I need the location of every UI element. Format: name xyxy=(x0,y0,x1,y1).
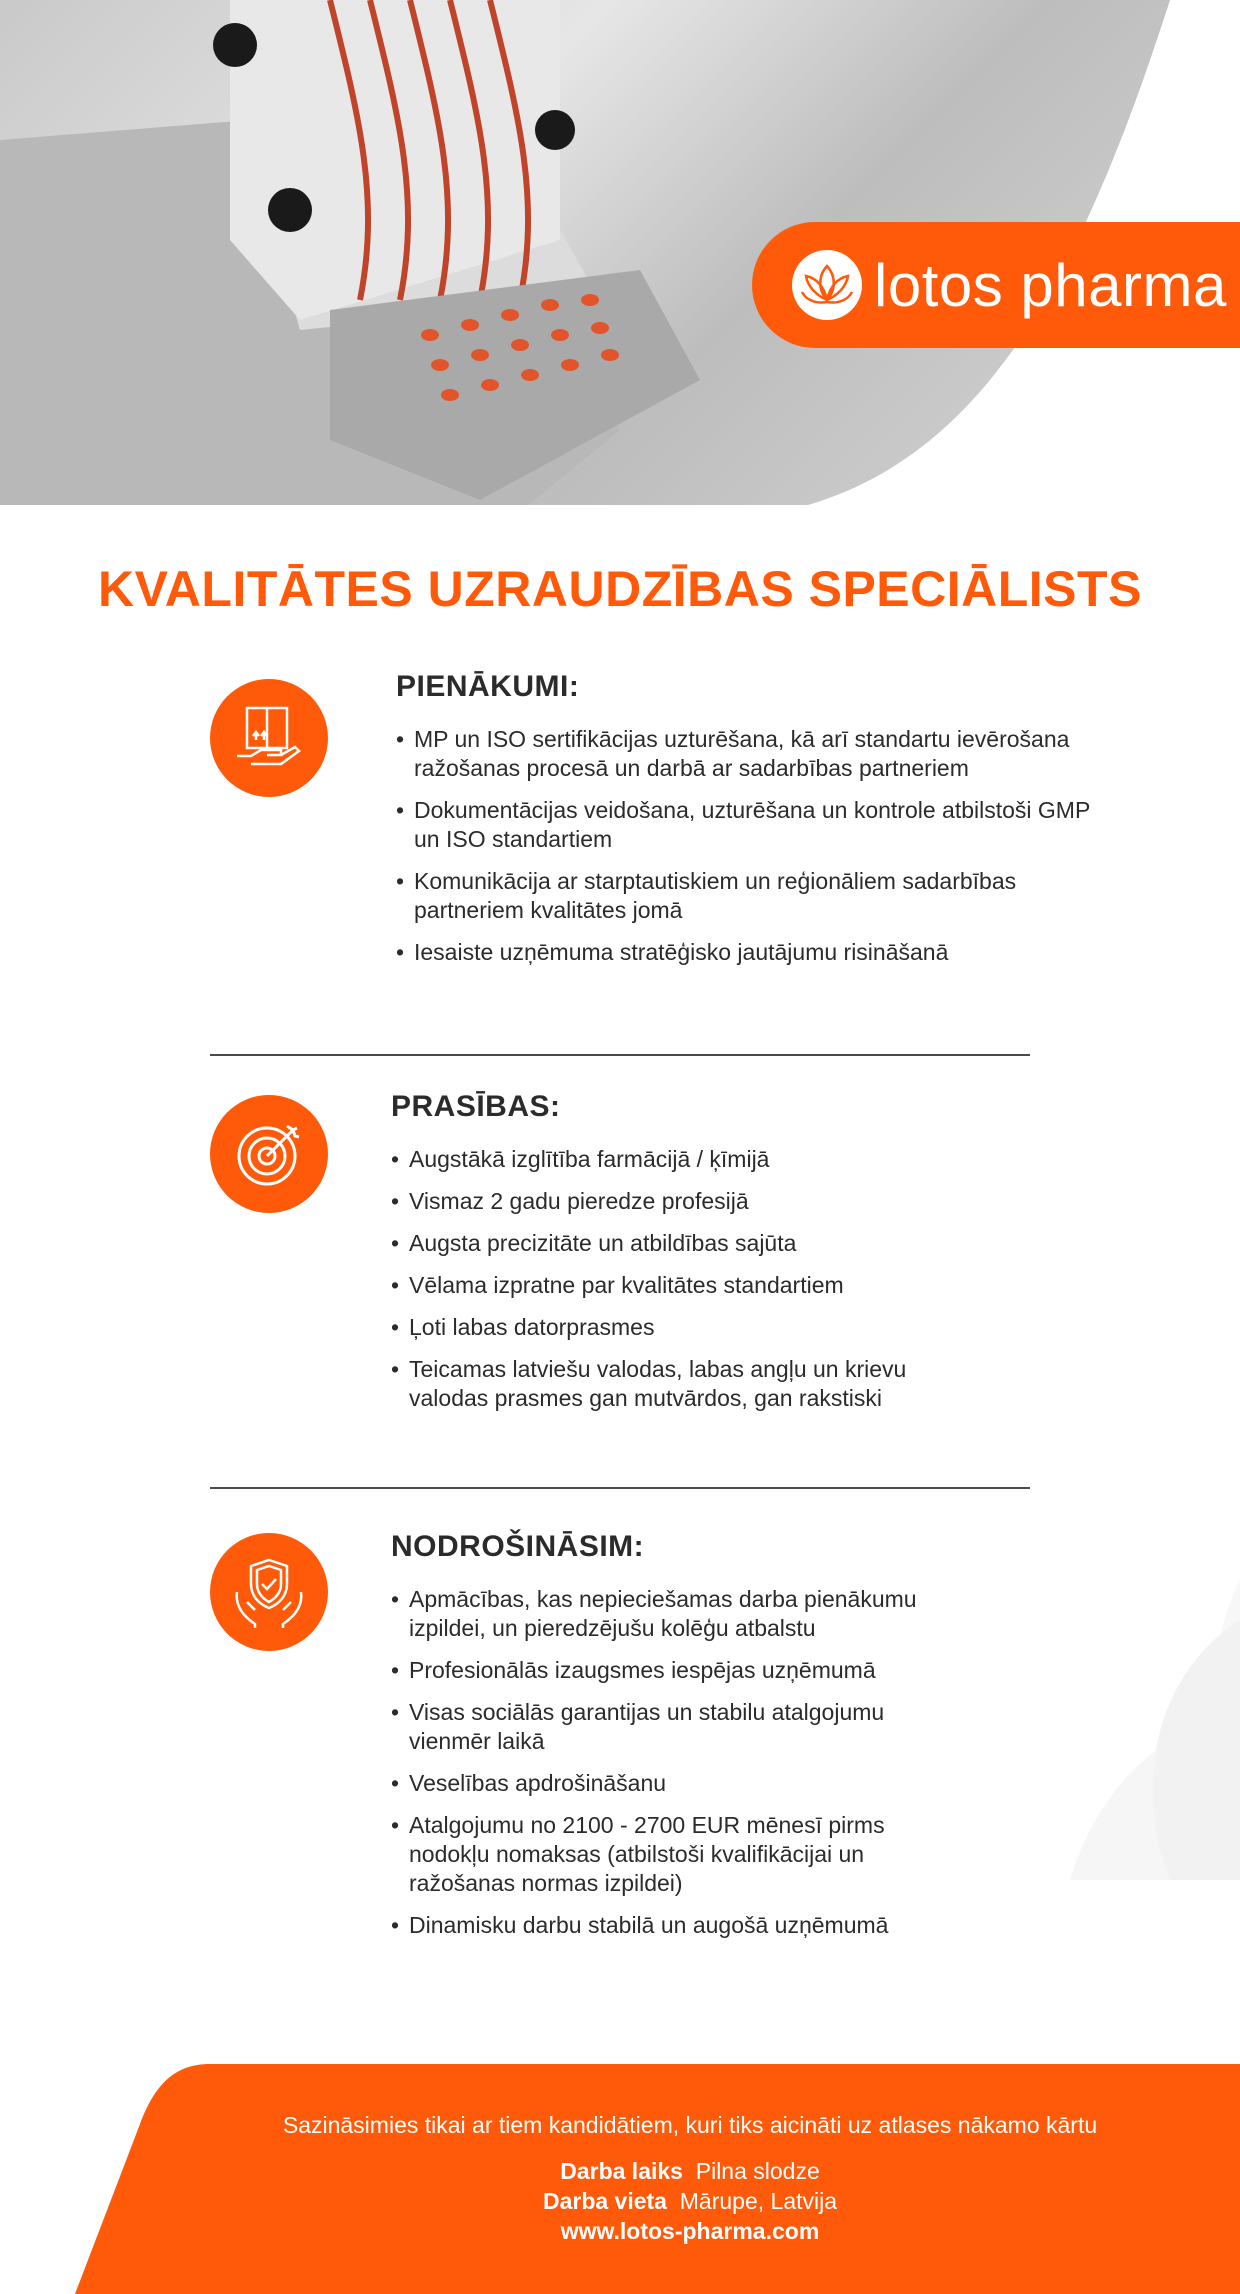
work-place-label: Darba vieta xyxy=(542,2188,667,2214)
section-divider xyxy=(210,1054,1030,1056)
lotus-flower-icon xyxy=(792,250,862,320)
target-icon xyxy=(210,1095,328,1213)
requirements-list xyxy=(391,1145,991,1426)
work-place xyxy=(240,2188,1140,2215)
list-item: • Apmācības, kas nepieciešamas darba pienākumu izpildei, un pieredzējušu kolēģu atbalstu xyxy=(391,1585,971,1643)
hero-image xyxy=(0,0,1240,512)
list-item: • Ļoti labas datorprasmes xyxy=(391,1313,991,1342)
duties-list xyxy=(396,725,1096,980)
list-item: • Augstākā izglītība farmācijā / ķīmijā xyxy=(391,1145,991,1174)
section-title-requirements: PRASĪBAS: xyxy=(391,1090,561,1123)
brand-name: lotos pharma xyxy=(874,251,1227,319)
list-item: • Komunikācija ar starptautiskiem un reģionāliem sadarbības partneriem kvalitātes jomā xyxy=(396,867,1096,925)
list-item: • Augsta precizitāte un atbildības sajūta xyxy=(391,1229,991,1258)
work-time-value: Pilna slodze xyxy=(695,2158,820,2184)
list-item: • Teicamas latviešu valodas, labas angļu un krievu valodas prasmes gan mutvārdos, gan rakstiski xyxy=(391,1355,991,1413)
list-item: • Visas sociālās garantijas un stabilu atalgojumu vienmēr laikā xyxy=(391,1698,971,1756)
footer-note: Sazināsimies tikai ar tiem kandidātiem, kuri tiks aicināti uz atlases nākamo kārtu xyxy=(282,2112,1098,2138)
list-item: • MP un ISO sertifikācijas uzturēšana, kā arī standartu ievērošana ražošanas procesā un darbā ar sadarbības partneriem xyxy=(396,725,1096,783)
work-time xyxy=(240,2158,1140,2185)
list-item: • Iesaiste uzņēmuma stratēģisko jautājumu risināšanā xyxy=(396,938,1096,967)
section-divider xyxy=(210,1487,1030,1489)
shield-hands-icon xyxy=(210,1533,328,1651)
list-item: • Vismaz 2 gadu pieredze profesijā xyxy=(391,1187,991,1216)
section-title-duties: PIENĀKUMI: xyxy=(396,670,580,703)
work-time-label: Darba laiks xyxy=(560,2158,683,2184)
list-item: • Veselības apdrošināšanu xyxy=(391,1769,971,1798)
list-item: • Dokumentācijas veidošana, uzturēšana un kontrole atbilstoši GMP un ISO standartiem xyxy=(396,796,1096,854)
benefits-list xyxy=(391,1585,971,1953)
list-item: • Atalgojumu no 2100 - 2700 EUR mēnesī pirms nodokļu nomaksas (atbilstoši kvalifikācijai un ražošanas normas izpildei) xyxy=(391,1811,971,1898)
list-item: • Dinamisku darbu stabilā un augošā uzņēmumā xyxy=(391,1911,971,1940)
page-title: KVALITĀTES UZRAUDZĪBAS SPECIĀLISTS xyxy=(98,561,1142,617)
list-item: • Vēlama izpratne par kvalitātes standartiem xyxy=(391,1271,991,1300)
brand-logo xyxy=(752,222,1240,348)
work-place-value: Mārupe, Latvija xyxy=(679,2188,838,2214)
list-item: • Profesionālās izaugsmes iespējas uzņēmumā xyxy=(391,1656,971,1685)
package-in-hand-icon xyxy=(210,679,328,797)
section-title-benefits: NODROŠINĀSIM: xyxy=(391,1530,645,1563)
website-link[interactable]: www.lotos-pharma.com xyxy=(560,2218,820,2244)
